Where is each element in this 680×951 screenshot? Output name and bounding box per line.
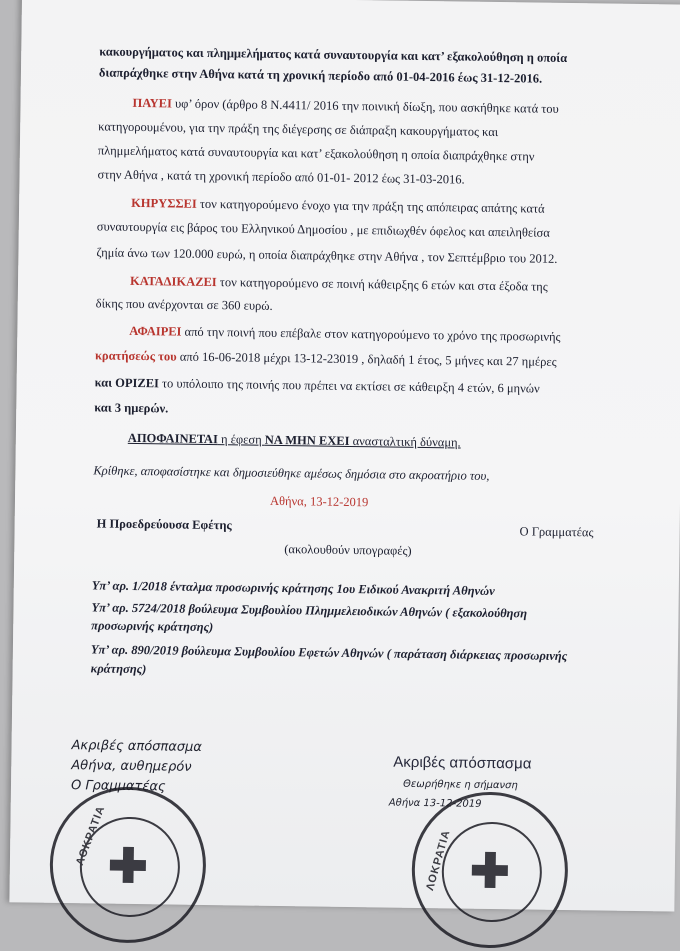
text-line-8: συναυτουργία εις βάρος του Ελληνικού Δημοσίου , με επιδιωχθέν όφελος και απειληθείσα [96,219,550,240]
reference-1: Υπ’ αρ. 1/2018 ένταλμα προσωρινής κράτησης 1ου Ειδικού Ανακριτή Αθηνών [91,578,495,599]
right-certification-line-2: Θεωρήθηκε η σήμανση [402,778,518,792]
left-official-stamp: ΛΟΚΡΑΤΙΑ [49,786,207,944]
text-line-4: κατηγορουμένου, για την πράξη της διέγερσης σε διάπραξη κακουργήματος και [98,119,499,140]
text-line-6: στην Αθήνα , κατά τη χρονική περίοδο από 01-01- 2012 έως 31-03-2016. [97,167,465,187]
text-line-10: ΚΑΤΑΔΙΚΑΖΕΙ τον κατηγορούμενο σε ποινή κάθειρξης 6 ετών και στα έξοδα της [129,273,548,294]
reference-3-cont: κράτησης) [90,661,147,677]
text-line-13: κρατήσεώς του από 16-06-2018 μέχρι 13-12-23019 , δηλαδή 1 έτος, 5 μήνες και 27 ημέρες [94,348,557,369]
signatures-follow: (ακολουθούν υπογραφές) [284,542,412,558]
text-line-9: ζημία άνω των 120.000 ευρώ, η οποία διαπράχθηκε στην Αθήνα , τον Σεπτέμβριο του 2012. [96,245,558,266]
place-date: Αθήνα, 13-12-2019 [269,493,369,510]
right-official-stamp: ΛΟΚΡΑΤΙΑ [411,791,569,949]
text-line-2: διαπράχθηκε στην Αθήνα κατά τη χρονική περίοδο από 01-04-2016 έως 31-12-2016. [98,65,543,86]
text-line-3: ΠΑΥΕΙ υφ’ όρον (άρθρο 8 Ν.4411/ 2016 την ποινική δίωξη, που ασκήθηκε κατά του [132,95,559,116]
text-line-14: και ΟΡΙΖΕΙ το υπόλοιπο της ποινής που πρέπει να εκτίσει σε κάθειρξη 4 ετών, 6 μηνών [94,375,540,396]
right-certification-line-3: Αθήνα 13-12-2019 [388,797,482,810]
left-certification-line-3: Ο Γραμματέας [70,778,166,795]
reference-2: Υπ’ αρ. 5724/2018 βούλευμα Συμβουλίου Πλημμελειοδικών Αθηνών ( εξακολούθηση [91,600,528,621]
document-page [9,0,680,912]
reference-3: Υπ’ αρ. 890/2019 βούλευμα Συμβουλίου Εφετών Αθηνών ( παράταση διάρκειας προσωρινής [90,642,568,664]
president-title: Η Προεδρεύουσα Εφέτης [96,516,232,533]
text-line-5: πλημμελήματος κατά συναυτουργία και κατ’ εξακολούθηση η οποία διαπράχθηκε στην [97,143,535,164]
text-line-15: και 3 ημερών. [94,400,169,416]
decision-line: ΑΠΟΦΑΙΝΕΤΑΙ η έφεση ΝΑ ΜΗΝ ΕΧΕΙ ανασταλτική δύναμη. [127,430,461,450]
left-certification-line-1: Ακριβές απόσπασμα [71,738,203,755]
judged-line: Κρίθηκε, αποφασίστηκε και δημοσιεύθηκε αμέσως δημόσια στο ακροατήριο του, [93,463,490,483]
text-line-7: ΚΗΡΥΣΣΕΙ τον κατηγορούμενο ένοχο για την πράξη της απόπειρας απάτης κατά [131,195,545,216]
text-line-12: ΑΦΑΙΡΕΙ από την ποινή που επέβαλε στον κατηγορούμενο το χρόνο της προσωρινής [129,323,561,344]
left-certification-line-2: Αθήνα, αυθημερόν [71,758,192,775]
secretary-title: Ο Γραμματέας [519,524,594,540]
right-certification-line-1: Ακριβές απόσπασμα [393,753,532,773]
text-line-11: δίκης που ανέρχονται σε 360 ευρώ. [95,296,273,313]
reference-2-cont: προσωρινής κράτησης) [91,618,214,635]
text-line-1: κακουργήματος και πλημμελήματος κατά συναυτουργία και κατ’ εξακολούθηση η οποία [99,44,568,65]
